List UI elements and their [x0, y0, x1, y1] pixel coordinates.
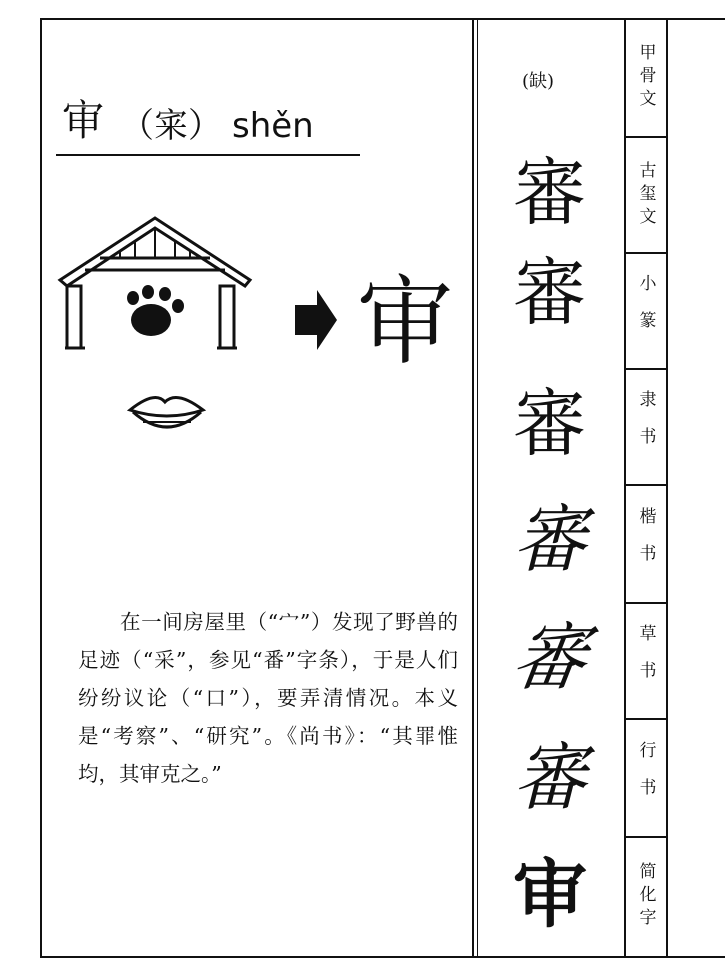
- label-jianhuazi: 简化字: [635, 861, 656, 931]
- entry-character: 审: [62, 96, 105, 145]
- column-divider: [472, 18, 474, 958]
- label-cell-jianhuazi: [626, 838, 666, 954]
- oracle-missing-note: (缺): [522, 71, 555, 92]
- label-lishu: 隶书: [635, 390, 656, 464]
- header-underline: [56, 154, 360, 156]
- label-cell-lishu: [626, 370, 666, 486]
- frame-line-bottom: [40, 956, 725, 958]
- mouth-icon: [130, 398, 203, 428]
- label-xingshu: 行书: [635, 741, 656, 815]
- glyph-xingshu: 審: [513, 735, 587, 821]
- label-caoshu: 草书: [635, 624, 656, 698]
- label-cell-xiaozhuan: [626, 254, 666, 370]
- label-jiaguwen: 甲骨文: [635, 42, 656, 112]
- label-xiaozhuan: 小篆: [635, 274, 656, 348]
- column-divider-thin: [477, 18, 478, 958]
- description-paragraph: 在一间房屋里（“宀”）发现了野兽的足迹（“采”，参见“番”字条），于是人们纷纷议论（“口”），要弄清情况。本义是“考察”、“研究”。《尚书》：“其罪惟均，其审克之。”: [78, 610, 458, 786]
- glyph-xiaozhuan: 審: [513, 250, 587, 336]
- label-cell-xingshu: [626, 720, 666, 838]
- glyph-kaishu: 審: [513, 500, 587, 582]
- label-guxiwen: 古玺文: [635, 160, 656, 230]
- glyph-caoshu: 審: [506, 615, 594, 701]
- label-kaishu: 楷书: [635, 507, 656, 581]
- glyph-lishu: 審: [513, 384, 587, 466]
- glyph-guxiwen-1: 審: [513, 150, 587, 236]
- paw-print-icon: [127, 285, 184, 336]
- ancient-glyph-icon: 审: [357, 266, 453, 378]
- glyph-simplified: 审: [513, 852, 587, 938]
- label-cell-caoshu: [626, 604, 666, 720]
- label-cell-kaishu: [626, 486, 666, 604]
- etymology-illustration: [55, 210, 455, 450]
- label-column-right-border: [666, 18, 668, 958]
- label-cell-guxiwen: [626, 138, 666, 254]
- label-cell-jiaguwen: [626, 18, 666, 138]
- entry-pinyin: shěn: [232, 106, 314, 146]
- frame-line-left: [40, 18, 42, 958]
- entry-traditional-form: （宷）: [120, 106, 222, 146]
- arrow-right-icon: [295, 290, 337, 350]
- frame-line-top: [40, 18, 725, 20]
